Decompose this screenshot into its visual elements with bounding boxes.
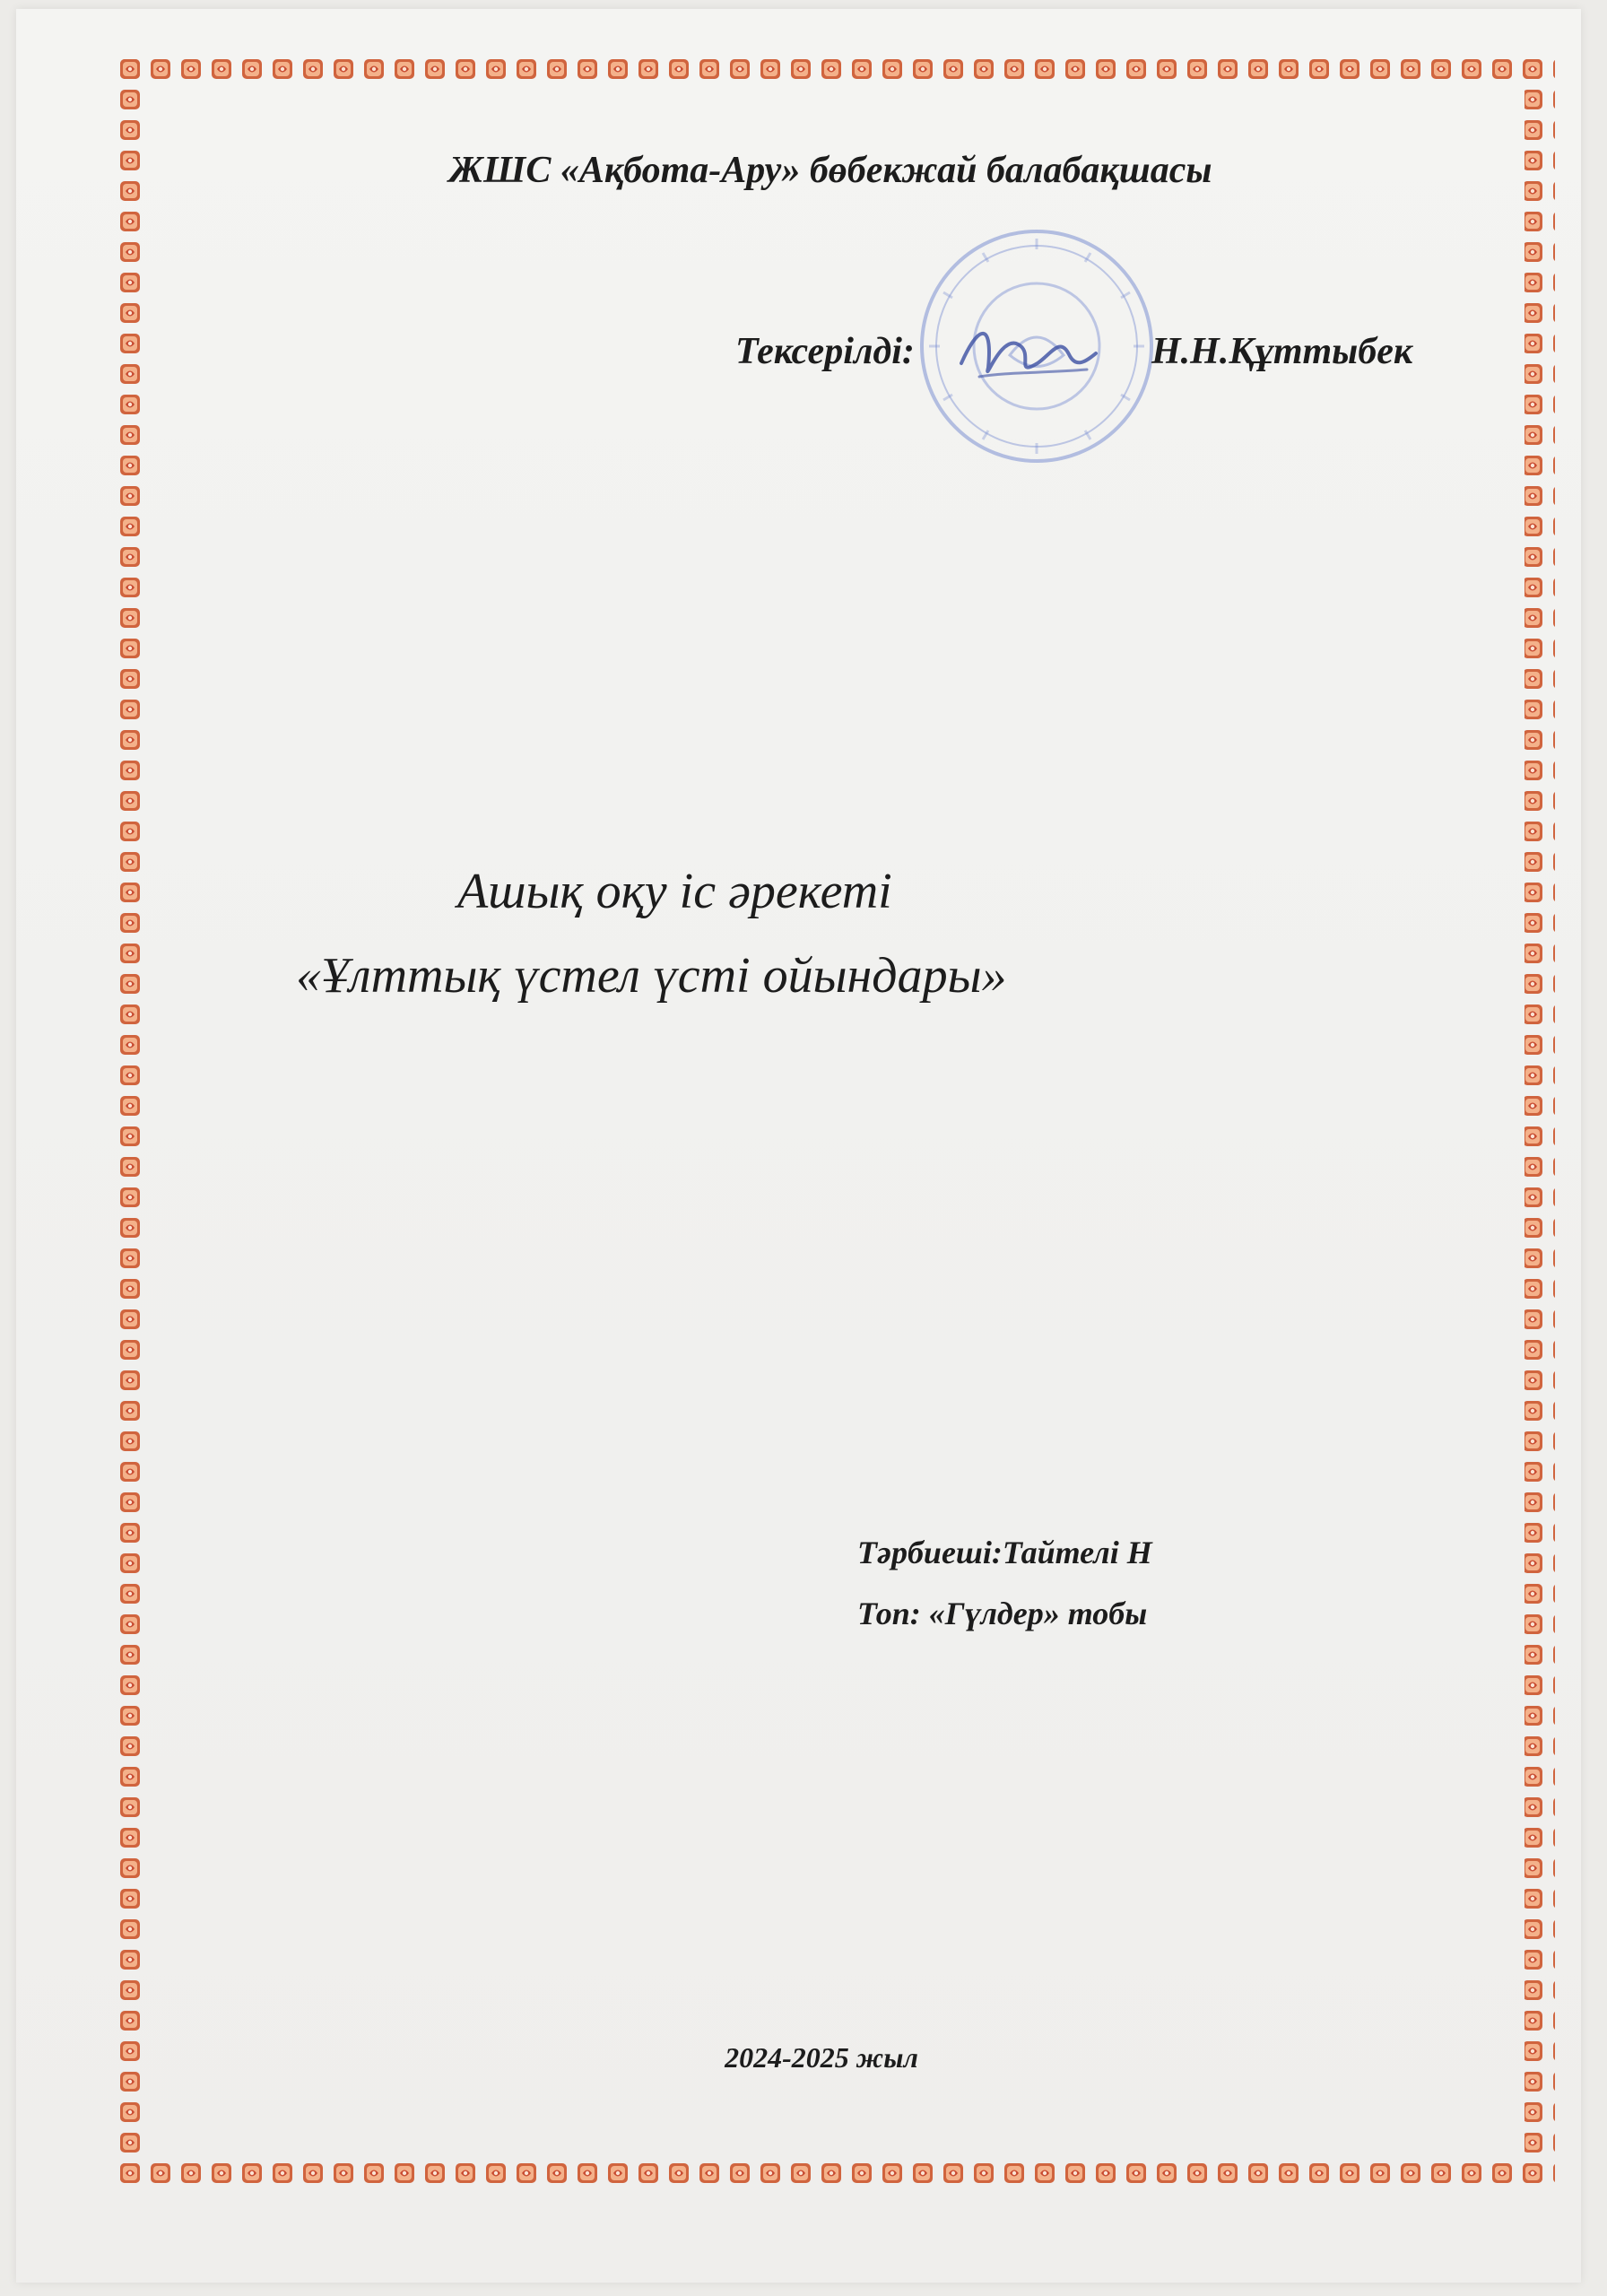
decorative-border [115,54,1555,2187]
institution-name: ЖШС «Ақбота-Ару» бөбекжай балабақшасы [448,150,1212,191]
approval-label: Тексерілді: [735,331,915,372]
approver-name: Н.Н.Құттыбек [1151,331,1413,372]
signature-icon [952,314,1105,395]
academic-year: 2024-2025 жыл [725,2041,918,2074]
teacher-name: Тәрбиеші:Тайтелі Н [857,1535,1152,1570]
group-name: Топ: «Гүлдер» тобы [857,1596,1148,1631]
title-line-2: «Ұлттық үстел үсті ойындары» [296,948,1007,1004]
title-line-1: Ашық оқу іс әрекеті [457,864,892,919]
